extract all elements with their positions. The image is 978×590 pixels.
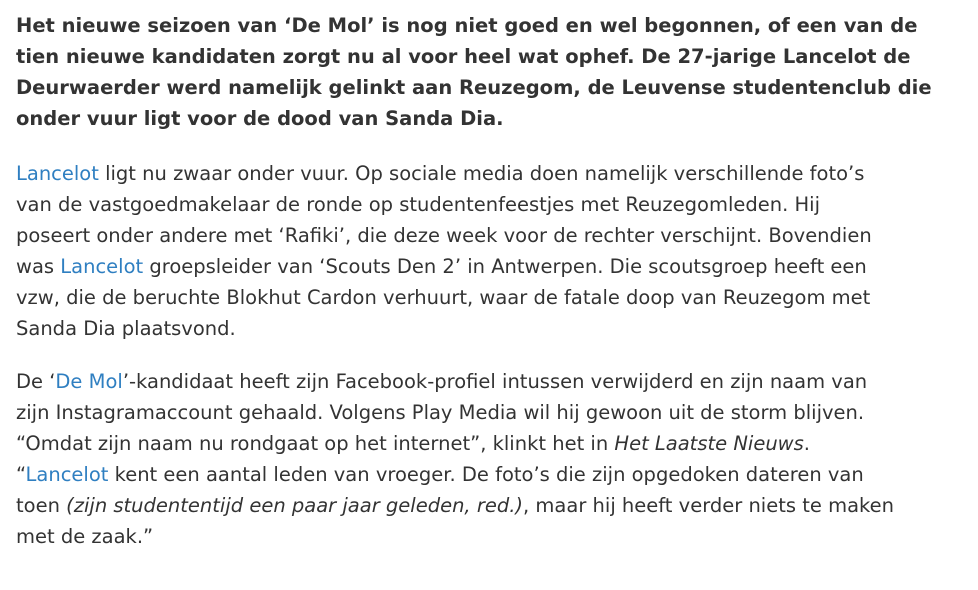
paragraph-line: poseert onder andere met ‘Rafiki’, die deze week voor de rechter verschijnt. Bovendien [16,224,872,247]
paragraph-line [16,459,956,490]
paragraph-text: toen [16,494,67,517]
paragraph-text: was [16,255,61,278]
paragraph-text: ’-kandidaat heeft zijn Facebook-profiel intussen verwijderd en zijn naam van [122,370,868,393]
paragraph-2 [16,366,956,552]
paragraph-text: , maar hij heeft verder niets te maken [523,494,894,517]
lancelot-link[interactable]: Lancelot [16,162,99,185]
editorial-note: (zijn studententijd een paar jaar geleden, red.) [66,494,524,517]
lead-line: onder vuur ligt voor de dood van Sanda Dia. [16,107,504,130]
article-lead [16,10,956,134]
paragraph-text: kent een aantal leden van vroeger. De foto’s die zijn opgedoken dateren van [108,463,864,486]
paragraph-line: Sanda Dia plaatsvond. [16,317,236,340]
paragraph-text: “Omdat zijn naam nu rondgaat op het internet”, klinkt het in [16,432,615,455]
paragraph-line: van de vastgoedmakelaar de ronde op studentenfeestjes met Reuzegomleden. Hij [16,193,820,216]
lancelot-link[interactable]: Lancelot [60,255,144,278]
paragraph-line [16,158,956,189]
paragraph-line: zijn Instagramaccount gehaald. Volgens Play Media wil hij gewoon uit de storm blijven. [16,401,865,424]
lead-line: tien nieuwe kandidaten zorgt nu al voor heel wat ophef. De 27-jarige Lancelot de [16,45,911,68]
paragraph-line: vzw, die de beruchte Blokhut Cardon verhuurt, waar de fatale doop van Reuzegom met [16,286,871,309]
paragraph-text: “ [16,463,26,486]
paragraph-text: De ‘ [16,370,56,393]
lead-line: Het nieuwe seizoen van ‘De Mol’ is nog niet goed en wel begonnen, of een van de [16,14,918,37]
paragraph-line [16,490,956,521]
de-mol-link[interactable]: De Mol [55,370,123,393]
paragraph-text: groepsleider van ‘Scouts Den 2’ in Antwerpen. Die scoutsgroep heeft een [143,255,867,278]
paragraph-line [16,366,956,397]
publication-name: Het Laatste Nieuws [614,432,804,455]
paragraph-line [16,428,956,459]
paragraph-text: . [803,432,810,455]
paragraph-1 [16,158,956,344]
lancelot-link[interactable]: Lancelot [25,463,109,486]
paragraph-text: ligt nu zwaar onder vuur. Op sociale media doen namelijk verschillende foto’s [98,162,865,185]
paragraph-line: met de zaak.” [16,525,154,548]
lead-line: Deurwaerder werd namelijk gelinkt aan Reuzegom, de Leuvense studentenclub die [16,76,932,99]
paragraph-line [16,251,956,282]
